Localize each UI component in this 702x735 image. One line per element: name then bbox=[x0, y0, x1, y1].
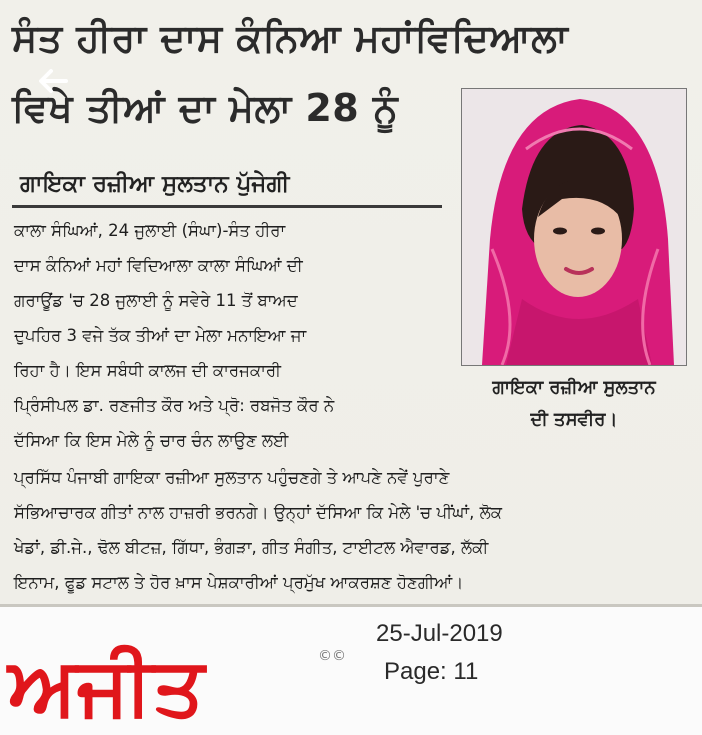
photo-caption: ਗਾਇਕਾ ਰਜ਼ੀਆ ਸੁਲਤਾਨ ਦੀ ਤਸਵੀਰ। bbox=[492, 377, 656, 430]
logo-copyright-mark: ©© bbox=[318, 648, 346, 664]
headline-line-1: ਸੰਤ ਹੀਰਾ ਦਾਸ ਕੰਨਿਆ ਮਹਾਂਵਿਦਿਆਲਾ bbox=[12, 16, 569, 60]
logo-wordmark: ਅਜੀਤ bbox=[8, 644, 205, 722]
back-arrow-icon[interactable] bbox=[36, 66, 70, 96]
ajit-logo bbox=[4, 644, 354, 722]
page-number: Page: 11 bbox=[384, 658, 479, 685]
subheadline-underline bbox=[12, 205, 442, 208]
article-body-column: ਕਾਲਾ ਸੰਘਿਆਂ, 24 ਜੁਲਾਈ (ਸੰਘਾ)-ਸੰਤ ਹੀਰਾ ਦਾਸ ਕੰਨਿਆਂ ਮਹਾਂ ਵਿਦਿਆਲਾ ਕਾਲਾ ਸੰਘਿਆਂ ਦੀ ਗਰਾਊਂਡ 'ਚ 28 ਜੁਲਾਈ ਨੂੰ ਸਵੇਰੇ 11 ਤੋਂ ਬਾਅਦ ਦੁਪਹਿਰ 3 ਵਜੇ ਤੱਕ ਤੀਆਂ ਦਾ ਮੇਲਾ ਮਨਾਇਆ ਜਾ ਰਿਹਾ ਹੈ। ਇਸ ਸਬੰਧੀ ਕਾਲਜ ਦੀ ਕਾਰਜਕਾਰੀ ਪ੍ਰਿੰਸੀਪਲ ਡਾ. ਰਣਜੀਤ ਕੌਰ ਅਤੇ ਪ੍ਰੋ: ਰਬਜੋਤ ਕੌਰ ਨੇ ਦੱਸਿਆ ਕਿ ਇਸ ਮੇਲੇ ਨੂੰ ਚਾਰ ਚੰਨ ਲਾਉਣ ਲਈ bbox=[14, 221, 335, 450]
singer-photo bbox=[461, 88, 687, 366]
article-body-full-width: ਪ੍ਰਸਿੱਧ ਪੰਜਾਬੀ ਗਾਇਕਾ ਰਜ਼ੀਆ ਸੁਲਤਾਨ ਪਹੁੰਚਣਗੇ ਤੇ ਆਪਣੇ ਨਵੇਂ ਪੁਰਾਣੇ ਸੱਭਿਆਚਾਰਕ ਗੀਤਾਂ ਨਾਲ ਹਾਜ਼ਰੀ ਭਰਨਗੇ। ਉਨ੍ਹਾਂ ਦੱਸਿਆ ਕਿ ਮੇਲੇ 'ਚ ਪੀਂਘਾਂ, ਲੋਕ ਖੇਡਾਂ, ਡੀ.ਜੇ., ਢੋਲ ਬੀਟਜ਼, ਗਿੱਧਾ, ਭੰਗੜਾ, ਗੀਤ ਸੰਗੀਤ, ਟਾਈਟਲ ਐਵਾਰਡ, ਲੱਕੀ ਇਨਾਮ, ਫੂਡ ਸਟਾਲ ਤੇ ਹੋਰ ਖ਼ਾਸ ਪੇਸ਼ਕਾਰੀਆਂ ਪ੍ਰਮੁੱਖ ਆਕਰਸ਼ਣ ਹੋਣਗੀਆਂ। bbox=[14, 468, 502, 592]
portrait-illustration bbox=[462, 89, 686, 365]
truncated-footer-strip bbox=[0, 727, 702, 735]
publication-date: 25-Jul-2019 bbox=[376, 620, 503, 647]
sub-headline: ਗਾਇਕਾ ਰਜ਼ੀਆ ਸੁਲਤਾਨ ਪੁੱਜੇਗੀ bbox=[20, 171, 290, 197]
headline-line-2: ਵਿਖੇ ਤੀਆਂ ਦਾ ਮੇਲਾ 28 ਨੂੰ bbox=[12, 86, 399, 130]
back-arrow-glyph bbox=[36, 66, 70, 96]
ajit-logo-mark bbox=[4, 644, 354, 722]
